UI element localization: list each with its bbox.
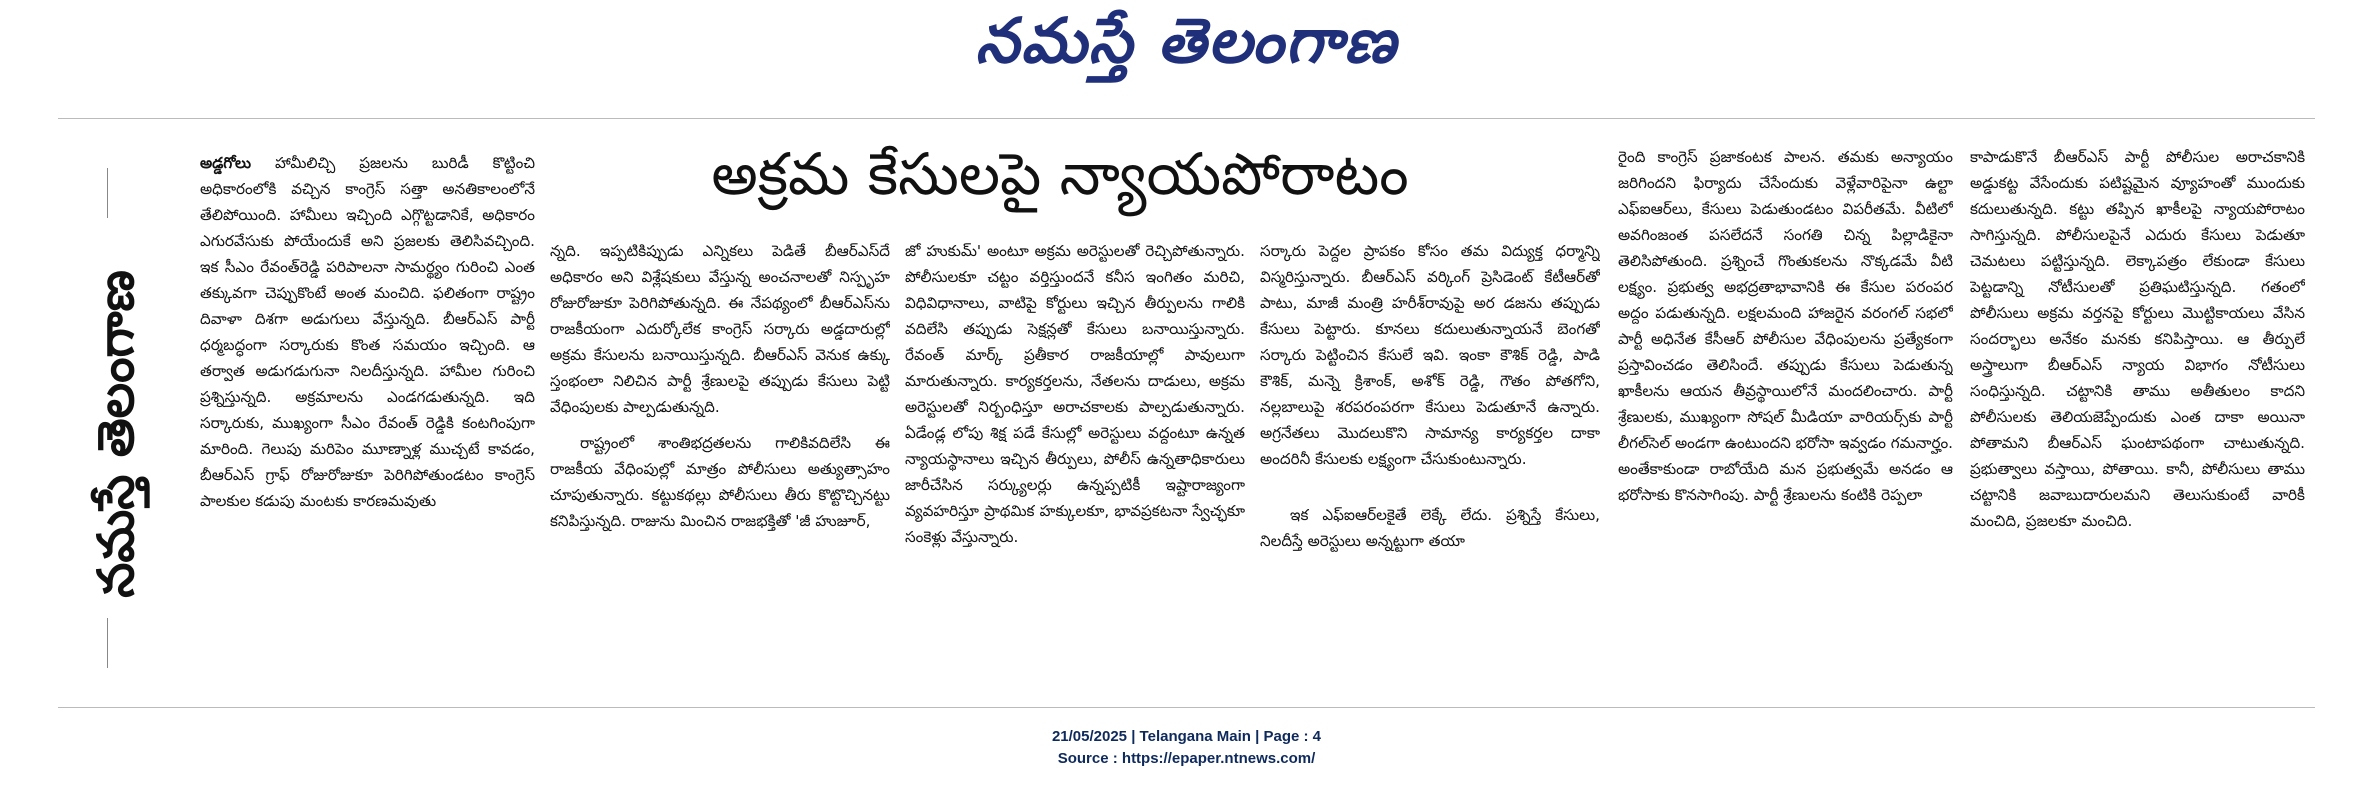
column-6-paragraph-1: కాపాడుకొనే బీఆర్ఎస్ పార్టీ పోలీసుల అరాచకానికి అడ్డుకట్ట వేసేందుకు పటిష్టమైన వ్యూహంతో ముందుకు కదులుతున్నది. కట్టు తప్పిన ఖాకీలపై న్యాయపోరాటం సాగిస్తున్నది. పోలీసులపైనే ఎదురు కేసులు పెడుతూ చెమటలు పట్టిస్తున్నది. లెక్కాపత్రం లేకుండా కేసులు పెట్టడాన్ని నోటీసులతో ప్రతిఘటిస్తున్నది. గతంలో పోలీసులు అక్రమ వర్తనపై కోర్టులు మొట్టికాయలు వేసిన సందర్భాలు అనేకం మనకు కనిపిస్తాయి. ఆ తీర్పులే అస్త్రాలుగా బీఆర్ఎస్ న్యాయ విభాగం నోటీసులు సంధిస్తున్నది. చట్టానికి తాము అతీతులం కాదని పోలీసులకు తెలియజెప్పేందుకు ఎంత దాకా అయినా పోతామని బీఆర్ఎస్ ఘంటాపథంగా చాటుతున్నది. ప్రభుత్వాలు వస్తాయి, పోతాయి. కానీ, పోలీసులు తాము చట్టానికి జవాబుదారులమని తెలుసుకుంటే వారికీ మంచిది, ప్రజలకూ మంచిది. [1970, 148, 2305, 530]
article-column-1 [200, 150, 535, 690]
footer-source-link[interactable]: Source : https://epaper.ntnews.com/ [1057, 750, 1316, 767]
column-4-paragraph-2: ఇక ఎఫ్ఐఆర్‌లకైతే లెక్కే లేదు. ప్రశ్నిస్తే కేసులు, నిలదీస్తే అరెస్టులు అన్నట్టుగా తయా [1260, 506, 1600, 550]
side-logo-tick-bottom [107, 618, 108, 668]
footer-edition-info: 21/05/2025 | Telangana Main | Page : 4 [1051, 728, 1322, 745]
side-logo [52, 168, 202, 668]
column-3-paragraph-1: జో హుకుమ్' అంటూ అక్రమ అరెస్టులతో రెచ్చిపోతున్నారు. పోలీసులకూ చట్టం వర్తిస్తుందనే కనీస ఇంగితం మరిచి, విధివిధానాలు, వాటిపై కోర్టులు ఇచ్చిన తీర్పులను గాలికి వదిలేసి తప్పుడు సెక్షన్లతో కేసులు బనాయిస్తున్నారు. రేవంత్ మార్క్ ప్రతీకార రాజకీయాల్లో పావులుగా మారుతున్నారు. కార్యకర్తలను, నేతలను దాడులు, అక్రమ అరెస్టులతో నిర్బంధిస్తూ అరాచకాలకు పాల్పడుతున్నారు. ఏడేండ్ల లోపు శిక్ష పడే కేసుల్లో అరెస్టులు వద్దంటూ ఉన్నత న్యాయస్థానాలు ఇచ్చిన తీర్పులు, పోలీస్ ఉన్నతాధికారులు జారీచేసిన సర్క్యులర్లు ఉన్నప్పటికీ ఇష్టారాజ్యంగా వ్యవహరిస్తూ ప్రాథమిక హక్కులకూ, భావప్రకటనా స్వేచ్ఛకూ సంకెళ్లు వేస్తున్నారు. [905, 242, 1245, 546]
article-column-4 [1260, 238, 1600, 690]
article-column-2 [550, 238, 890, 690]
masthead-title: నమస్తే తెలంగాణ [975, 4, 1398, 77]
column-1-text: హామీలిచ్చి ప్రజలను బురిడీ కొట్టించి అధికారంలోకి వచ్చిన కాంగ్రెస్ సత్తా అనతికాలంలోనే తేలిపోయింది. హామీలు ఇచ్చింది ఎగ్గొట్టడానికే, అధికారం ఎగురవేసుకు పోయేందుకే అని ప్రజలకు తెలిసివచ్చింది. ఇక సీఎం రేవంత్‌రెడ్డి పరిపాలనా సామర్థ్యం గురించి ఎంత తక్కువగా చెప్పుకొంటే అంత మంచిది. ఫలితంగా రాష్ట్రం దివాళా దిశగా అడుగులు వేస్తున్నది. బీఆర్ఎస్ పార్టీ ధర్మబద్ధంగా సర్కారుకు కొంత సమయం ఇచ్చింది. ఆ తర్వాత అడుగడుగునా నిలదీస్తున్నది. హామీల గురించి ప్రశ్నిస్తున్నది. అక్రమాలను ఎండగడుతున్నది. ఇది సర్కారుకు, ముఖ్యంగా సీఎం రేవంత్ రెడ్డికి కంటగింపుగా మారింది. గెలుపు మరిపెం మూణ్నాళ్ల ముచ్చటే కావడం, బీఆర్ఎస్ గ్రాఫ్ రోజురోజుకూ పెరిగిపోతుండటం కాంగ్రెస్ పాలకుల కడుపు మంటకు కారణమవుతు [200, 154, 535, 510]
column-4-paragraph-1: సర్కారు పెద్దల ప్రాపకం కోసం తమ విద్యుక్త ధర్మాన్ని విస్మరిస్తున్నారు. బీఆర్ఎస్ వర్కింగ్ ప్రెసిడెంట్ కేటీఆర్‌తో పాటు, మాజీ మంత్రి హరీశ్‌రావుపై అర డజను తప్పుడు కేసులు పెట్టారు. కూనలు కదులుతున్నాయనే బెంగతో సర్కారు పెట్టించిన కేసులే ఇవి. ఇంకా కౌశిక్ రెడ్డి, పాడి కౌశిక్, మన్నె క్రిశాంక్, అశోక్ రెడ్డి, గౌతం పోతగోని, నల్లబాలుపై శరపరంపరగా కేసులు పెడుతూనే ఉన్నారు. అగ్రనేతలు మొదలుకొని సామాన్య కార్యకర్తల దాకా అందరినీ కేసులకు లక్ష్యంగా చేసుకుంటున్నారు. [1260, 242, 1600, 468]
side-logo-text: నమస్తే తెలంగాణ [86, 270, 145, 598]
article-column-5 [1618, 144, 1953, 690]
article-column-6 [1970, 144, 2305, 690]
lead-word: అడ్డగోలు [200, 154, 251, 172]
column-2-paragraph-1: న్నది. ఇప్పటికిప్పుడు ఎన్నికలు పెడితే బీఆర్ఎస్‌దే అధికారం అని విశ్లేషకులు వేస్తున్న అంచనాలతో నిస్పృహ రోజురోజుకూ పెరిగిపోతున్నది. ఈ నేపథ్యంలో బీఆర్ఎస్‌ను రాజకీయంగా ఎదుర్కోలేక కాంగ్రెస్ సర్కారు అడ్డదారుల్లో అక్రమ కేసులను బనాయిస్తున్నది. బీఆర్ఎస్ వెనుక ఉక్కు స్తంభంలా నిలిచిన పార్టీ శ్రేణులపై తప్పుడు కేసులు పెట్టి వేధింపులకు పాల్పడుతున్నది. [550, 242, 890, 416]
article-column-3 [905, 238, 1245, 690]
column-5-paragraph-1: రైంది కాంగ్రెస్ ప్రజాకంటక పాలన. తమకు అన్యాయం జరిగిందని ఫిర్యాదు చేసేందుకు వెళ్లేవారిపైనా ఉల్టా ఎఫ్ఐఆర్‌లు, కేసులు పెడుతుండటం విపరీతమే. వీటిలో అవగింజంత పసలేదనే సంగతి చిన్న పిల్లాడికైనా తెలిసిపోతుంది. ప్రశ్నించే గొంతుకలను నొక్కడమే వీటి లక్ష్యం. ప్రభుత్వ అభద్రతాభావానికి ఈ కేసుల పరంపర అద్దం పడుతున్నది. లక్షలమంది హాజరైన వరంగల్ సభలో పార్టీ అధినేత కేసీఆర్ పోలీసుల వేధింపులను ప్రత్యేకంగా ప్రస్తావించడం తెలిసిందే. తప్పుడు కేసులు పెడుతున్న ఖాకీలను ఆయన తీవ్రస్థాయిలోనే మందలించారు. పార్టీ శ్రేణులకు, ముఖ్యంగా సోషల్ మీడియా వారియర్స్‌కు పార్టీ లీగల్‌సెల్ అండగా ఉంటుందని భరోసా ఇవ్వడం గమనార్హం. అంతేకాకుండా రాబోయేది మన ప్రభుత్వమే అనడం ఆ భరోసాకు కొనసాగింపు. పార్టీ శ్రేణులను కంటికి రెప్పలా [1618, 148, 1953, 504]
article-headline: అక్రమ కేసులపై న్యాయపోరాటం [711, 140, 1409, 208]
top-rule [58, 118, 2315, 119]
bottom-rule [58, 707, 2315, 708]
column-2-paragraph-2: రాష్ట్రంలో శాంతిభద్రతలను గాలికివదిలేసి ఈ రాజకీయ వేధింపుల్లో మాత్రం పోలీసులు అత్యుత్సాహం చూపుతున్నారు. కట్టుకథల్లు పోలీసులు తీరు కొట్టొచ్చినట్టు కనిపిస్తున్నది. రాజును మించిన రాజభక్తితో 'జీ హుజూర్, [550, 434, 890, 530]
